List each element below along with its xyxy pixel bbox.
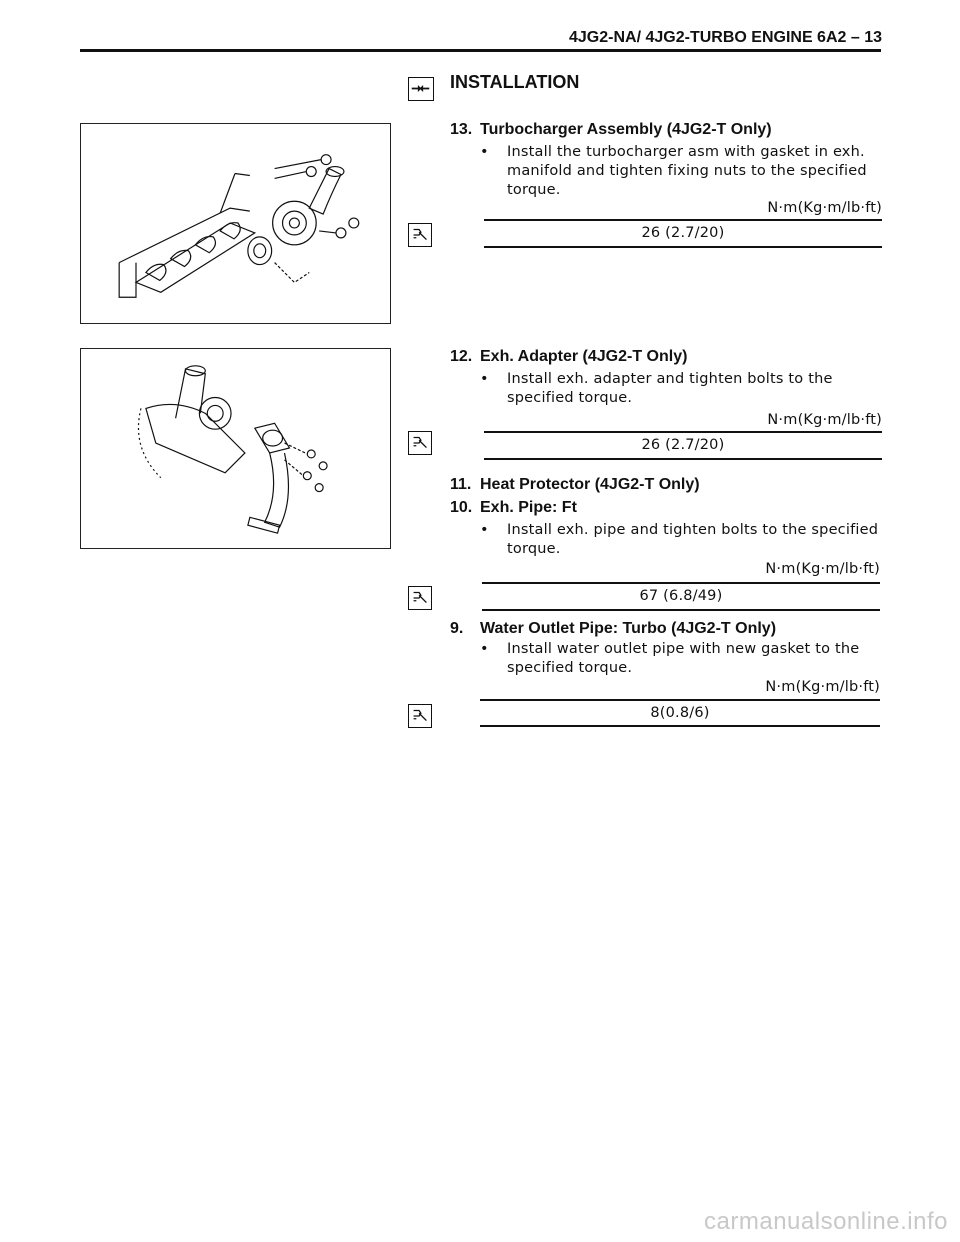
bullet-icon: • (480, 522, 489, 538)
step-number: 10. (450, 499, 473, 516)
instruction-text: Install the turbocharger asm with gasket in exh. manifold and tighten fixing nuts to the specified torque. (507, 144, 867, 198)
instruction-text: Install exh. pipe and tighten bolts to the specified torque. (507, 522, 879, 557)
torque-table-bottom-rule (482, 609, 880, 611)
step-12-instruction (480, 370, 880, 408)
exhaust-adapter-illustration (80, 348, 391, 549)
torque-table-bottom-rule (480, 725, 880, 727)
step-title: Exh. Pipe: Ft (480, 499, 577, 516)
step-title: Water Outlet Pipe: Turbo (4JG2-T Only) (480, 620, 777, 637)
turbocharger-illustration (80, 123, 391, 324)
step-title: Turbocharger Assembly (4JG2-T Only) (480, 121, 772, 138)
step-9-instruction (480, 640, 880, 678)
torque-units: N·m(Kg·m/lb·ft) (767, 200, 882, 216)
step-number: 9. (450, 620, 464, 637)
step-number: 11. (450, 476, 472, 493)
torque-units: N·m(Kg·m/lb·ft) (767, 412, 882, 428)
bullet-icon: • (480, 144, 489, 160)
torque-table-bottom-rule (484, 246, 882, 248)
site-watermark: carmanualsonline.info (704, 1208, 948, 1235)
instruction-text: Install water outlet pipe with new gasket to the specified torque. (507, 641, 860, 676)
torque-wrench-icon (408, 431, 432, 455)
header-rule (80, 49, 881, 52)
bullet-icon: • (480, 641, 489, 657)
torque-value: 26 (2.7/20) (641, 225, 725, 241)
section-title: INSTALLATION (450, 72, 580, 92)
page-header-title: 4JG2-NA/ 4JG2-TURBO ENGINE 6A2 – 13 (569, 29, 882, 46)
step-11-title (450, 476, 700, 494)
bullet-icon: • (480, 371, 489, 387)
step-title: Heat Protector (4JG2-T Only) (480, 476, 700, 493)
torque-table-top-rule (480, 699, 880, 701)
torque-value: 67 (6.8/49) (639, 588, 723, 604)
torque-wrench-icon (408, 586, 432, 610)
torque-units: N·m(Kg·m/lb·ft) (765, 679, 880, 695)
torque-value: 8(0.8/6) (650, 705, 710, 721)
torque-units: N·m(Kg·m/lb·ft) (765, 561, 880, 577)
step-10-instruction (480, 521, 880, 559)
step-title: Exh. Adapter (4JG2-T Only) (480, 348, 688, 365)
step-13-title (450, 121, 772, 139)
torque-value: 26 (2.7/20) (641, 437, 725, 453)
torque-table-top-rule (482, 582, 880, 584)
torque-table-top-rule (484, 431, 882, 433)
torque-wrench-icon (408, 223, 432, 247)
step-number: 12. (450, 348, 473, 365)
torque-wrench-icon (408, 704, 432, 728)
install-arrows-icon (408, 77, 434, 101)
step-13-instruction (480, 143, 880, 200)
step-10-title (450, 499, 577, 517)
torque-table-top-rule (484, 219, 882, 221)
step-number: 13. (450, 121, 473, 138)
instruction-text: Install exh. adapter and tighten bolts to the specified torque. (507, 371, 833, 406)
torque-table-bottom-rule (484, 458, 882, 460)
step-9-title (450, 620, 776, 638)
step-12-title (450, 348, 687, 366)
